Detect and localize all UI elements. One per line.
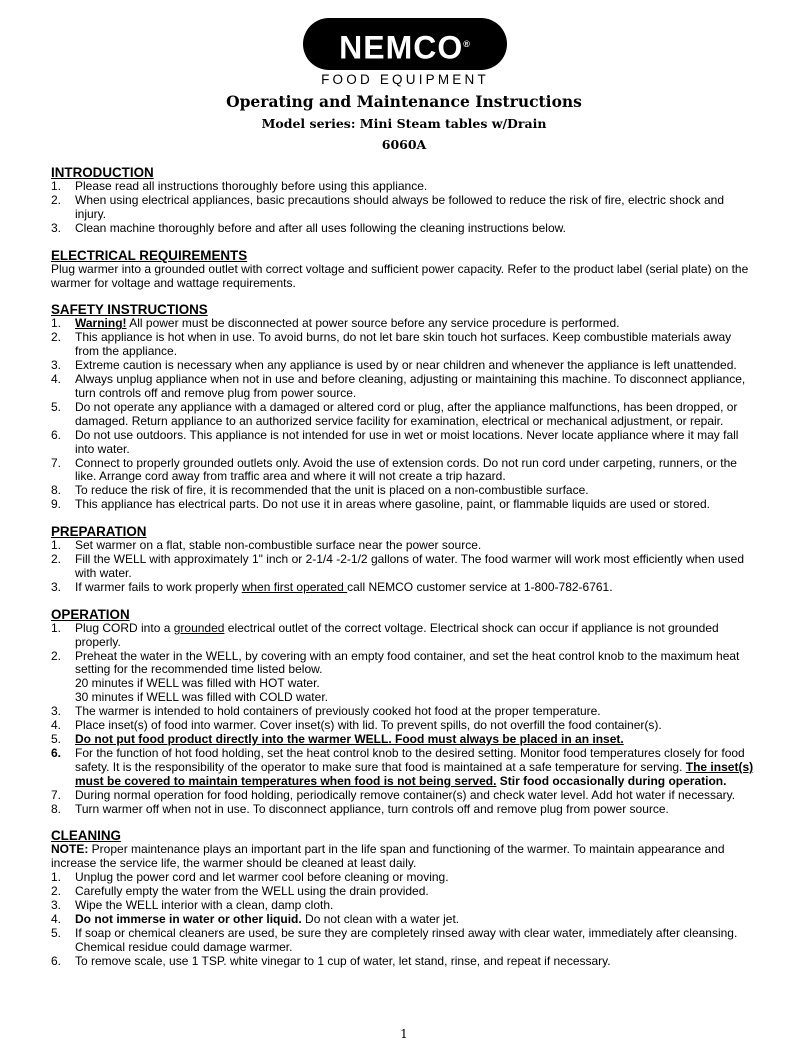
list-item: 5. Do not operate any appliance with a damaged or altered cord or plug, after the appliance malfunctions, has been dropped, or damaged. Return appliance to an authorized service facility for examination, electrical or mechanical adjustment, or repair. <box>51 399 738 428</box>
logo-brand: NEMCO® <box>339 29 471 66</box>
list-item: 4. Place inset(s) of food into warmer. Cover inset(s) with lid. To prevent spills, do not overfill the food container(s). <box>51 718 662 733</box>
list-item: 5. If soap or chemical cleaners are used, be sure they are completely rinsed away with clear water, immediately after cleansing. Chemical residue could damage warmer. <box>51 925 738 954</box>
list-item: 4. Do not immerse in water or other liquid. Do not clean with a water jet. <box>51 911 460 926</box>
list-item: 3. If warmer fails to work properly when first operated call NEMCO customer service at 1-800-782-6761. <box>51 579 613 594</box>
note-paragraph: NOTE: Proper maintenance plays an important part in the life span and functioning of the warmer. To maintain appearance and increase the service life, the warmer should be cleaned at least daily. <box>51 842 725 871</box>
list-item: 2. When using electrical appliances, basic precautions should always be followed to reduce the risk of fire, electric shock and injury. <box>51 192 725 221</box>
list-item: 4. Always unplug appliance when not in use and before cleaning, adjusting or maintaining this machine. To disconnect appliance, turn controls off and remove plug from power source. <box>51 372 746 400</box>
list-item: 8. To reduce the risk of fire, it is recommended that the unit is placed on a non-combustible surface. <box>51 483 589 498</box>
document-body <box>51 165 757 981</box>
preparation-section <box>51 524 757 595</box>
list-item: 1. Please read all instructions thoroughly before using this appliance. <box>51 179 428 193</box>
model-number: 6060A <box>381 137 427 152</box>
list-item: 1. Unplug the power cord and let warmer cool before cleaning or moving. <box>51 870 449 885</box>
list-item: 2. Fill the WELL with approximately 1" inch or 2-1/4 -2-1/2 gallons of water. The food warmer will work most efficiently when used with water. <box>51 552 744 580</box>
logo-tagline: FOOD EQUIPMENT <box>321 72 489 87</box>
document-title: Operating and Maintenance Instructions <box>226 92 582 111</box>
section-heading: SAFETY INSTRUCTIONS <box>51 302 208 318</box>
list-item: 6. Do not use outdoors. This appliance is not intended for use in wet or moist locations. Never locate appliance where it may fall into water. <box>51 427 739 456</box>
list-item: 6. For the function of hot food holding, set the heat control knob to the desired setting. Monitor food temperatures closely for food safety. It is the responsibility of the operator to make sure that food is maintained at a safe temperature for serving. The inset(s) must be covered to maintain temperatures when food is not being served. Stir food occasionally during operation. <box>51 745 754 788</box>
cleaning-section <box>51 828 757 968</box>
list-item: 6. To remove scale, use 1 TSP. white vinegar to 1 cup of water, let stand, rinse, and repeat if necessary. <box>51 953 611 968</box>
section-heading: INTRODUCTION <box>51 165 154 180</box>
list-item: 1. Warning! All power must be disconnected at power source before any service procedure is performed. <box>51 316 620 331</box>
page-number: 1 <box>400 1027 408 1041</box>
list-item: 1. Set warmer on a flat, stable non-combustible surface near the power source. <box>51 538 482 553</box>
list-item: 3. Extreme caution is necessary when any appliance is used by or near children and whenever the appliance is left unattended. <box>51 358 737 373</box>
list-item: 2. Preheat the water in the WELL, by covering with an empty food container, and set the heat control knob to the maximum heat setting for the recommended time listed below. 20 minutes if WELL was filled with HOT water. 30 minutes if WELL was filled with COLD water. <box>51 648 740 705</box>
section-heading: CLEANING <box>51 828 121 844</box>
list-item: 7. During normal operation for food holding, periodically remove container(s) and check water level. Add hot water if necessary. <box>51 787 736 802</box>
list-item: 3. Wipe the WELL interior with a clean, damp cloth. <box>51 898 334 913</box>
section-heading: PREPARATION <box>51 524 147 540</box>
safety-instructions-section <box>51 302 757 512</box>
operation-section <box>51 607 757 817</box>
list-item: 3. Clean machine thoroughly before and after all uses following the cleaning instructions below. <box>51 220 566 235</box>
list-item: 3. The warmer is intended to hold containers of previously cooked hot food at the proper temperature. <box>51 704 601 719</box>
model-series: Model series: Mini Steam tables w/Drain <box>261 116 547 131</box>
list-item: 5. Do not put food product directly into the warmer WELL. Food must always be placed in an inset. <box>51 732 624 746</box>
list-item: 1. Plug CORD into a grounded electrical outlet of the correct voltage. Electrical shock can occur if appliance is not grounded properly. <box>51 620 719 649</box>
list-item: 2. Carefully empty the water from the WELL using the drain provided. <box>51 884 429 899</box>
section-heading: OPERATION <box>51 606 130 622</box>
section-heading: ELECTRICAL REQUIREMENTS <box>51 247 248 263</box>
introduction-section <box>51 165 757 236</box>
nemco-logo <box>303 18 507 70</box>
paragraph: Plug warmer into a grounded outlet with correct voltage and sufficient power capacity. Refer to the product label (serial plate) on the warmer for voltage and wattage requirements. <box>51 261 749 290</box>
list-item: 9. This appliance has electrical parts. Do not use it in areas where gasoline, paint, or flammable liquids are used or stored. <box>51 497 710 512</box>
electrical-requirements-section <box>51 248 757 291</box>
list-item: 7. Connect to properly grounded outlets only. Avoid the use of extension cords. Do not run cord under carpeting, runners, or the like. Arrange cord away from traffic area and where it will not create a trip hazard. <box>51 455 737 484</box>
list-item: 8. Turn warmer off when not in use. To disconnect appliance, turn controls off and remove plug from power source. <box>51 801 669 816</box>
list-item: 2. This appliance is hot when in use. To avoid burns, do not let bare skin touch hot surfaces. Keep combustible materials away from the appliance. <box>51 330 732 359</box>
